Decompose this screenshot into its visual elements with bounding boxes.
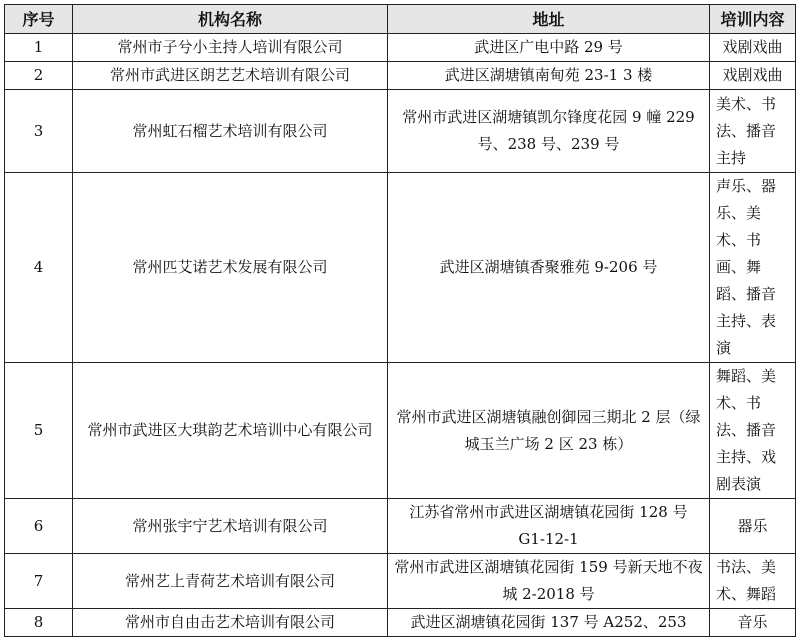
institution-name: 常州市子兮小主持人培训有限公司 [73, 34, 388, 62]
row-serial-number: 8 [5, 609, 73, 637]
training-institution-table-container [4, 4, 795, 637]
row-serial-number: 7 [5, 554, 73, 609]
table-row [5, 62, 796, 90]
row-serial-number: 6 [5, 499, 73, 554]
row-serial-number: 1 [5, 34, 73, 62]
header-row [5, 5, 796, 34]
table-row [5, 90, 796, 173]
institution-address: 常州市武进区湖塘镇花园街 159 号新天地不夜城 2-2018 号 [388, 554, 710, 609]
table-row [5, 34, 796, 62]
institution-address: 武进区湖塘镇香聚雅苑 9-206 号 [388, 173, 710, 363]
institution-name: 常州艺上青荷艺术培训有限公司 [73, 554, 388, 609]
institution-name: 常州市自由击艺术培训有限公司 [73, 609, 388, 637]
institution-address: 江苏省常州市武进区湖塘镇花园街 128 号 G1-12-1 [388, 499, 710, 554]
row-serial-number: 3 [5, 90, 73, 173]
institution-name: 常州匹艾诺艺术发展有限公司 [73, 173, 388, 363]
institution-address: 常州市武进区湖塘镇融创御园三期北 2 层（绿城玉兰广场 2 区 23 栋） [388, 363, 710, 499]
table-row [5, 609, 796, 637]
header-serial-number: 序号 [5, 5, 73, 34]
training-content: 舞蹈、美术、书法、播音主持、戏剧表演 [710, 363, 796, 499]
training-content: 美术、书法、播音主持 [710, 90, 796, 173]
table-row [5, 499, 796, 554]
training-institution-table [4, 4, 796, 637]
institution-address: 常州市武进区湖塘镇凯尔锋度花园 9 幢 229 号、238 号、239 号 [388, 90, 710, 173]
header-training-content: 培训内容 [710, 5, 796, 34]
training-content: 戏剧戏曲 [710, 62, 796, 90]
institution-name: 常州张宇宁艺术培训有限公司 [73, 499, 388, 554]
row-serial-number: 4 [5, 173, 73, 363]
table-row [5, 554, 796, 609]
table-row [5, 363, 796, 499]
institution-address: 武进区湖塘镇花园街 137 号 A252、253 [388, 609, 710, 637]
row-serial-number: 2 [5, 62, 73, 90]
institution-address: 武进区湖塘镇南甸苑 23-1 3 楼 [388, 62, 710, 90]
training-content: 声乐、器乐、美术、书画、舞蹈、播音主持、表演 [710, 173, 796, 363]
training-content: 戏剧戏曲 [710, 34, 796, 62]
row-serial-number: 5 [5, 363, 73, 499]
training-content: 器乐 [710, 499, 796, 554]
institution-name: 常州市武进区朗艺艺术培训有限公司 [73, 62, 388, 90]
header-institution-name: 机构名称 [73, 5, 388, 34]
training-content: 书法、美术、舞蹈 [710, 554, 796, 609]
table-row [5, 173, 796, 363]
header-address: 地址 [388, 5, 710, 34]
institution-address: 武进区广电中路 29 号 [388, 34, 710, 62]
institution-name: 常州虹石榴艺术培训有限公司 [73, 90, 388, 173]
training-content: 音乐 [710, 609, 796, 637]
institution-name: 常州市武进区大琪韵艺术培训中心有限公司 [73, 363, 388, 499]
